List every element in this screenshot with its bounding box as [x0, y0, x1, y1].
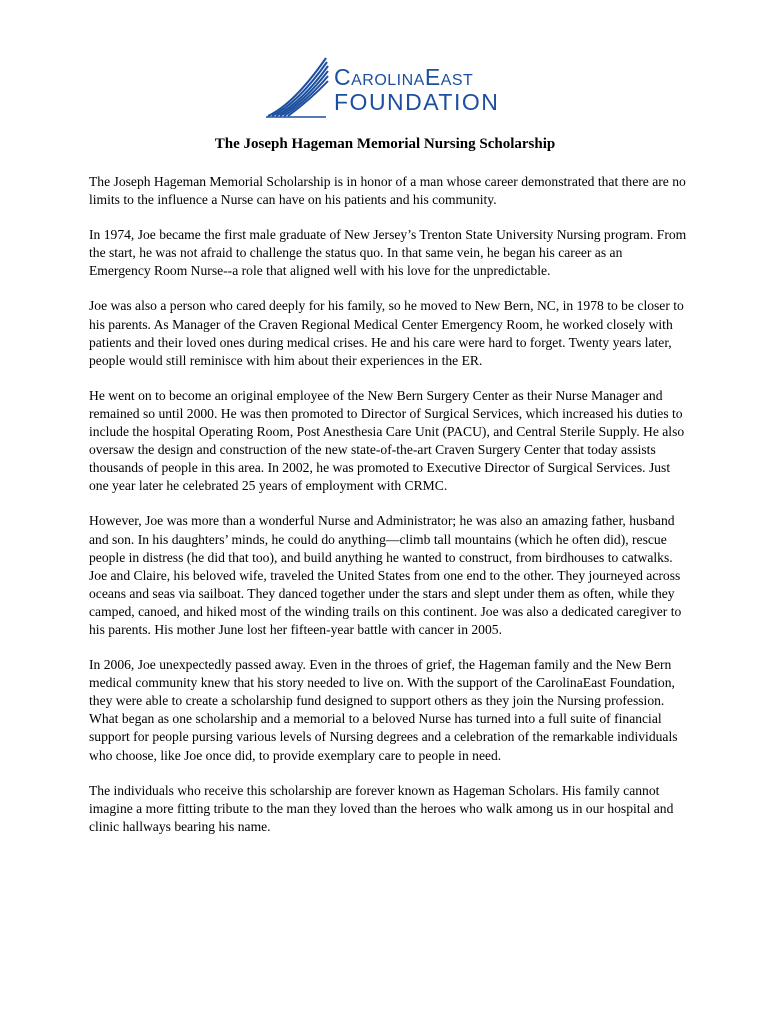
paragraph-intro: The Joseph Hageman Memorial Scholarship is in honor of a man whose career demonstrated that there are no limits to the influence a Nurse can have on his patients and his community.: [89, 174, 686, 208]
logo-text-carolinaeast: CarolinaEast: [334, 64, 474, 90]
paragraph-scholars: The individuals who receive this scholarship are forever known as Hageman Scholars. His family cannot imagine a more fitting tribute to the man they loved than the heroes who walk among us in our hospital and clinic hallways bearing his name.: [89, 782, 674, 834]
paragraph-personal-life: However, Joe was more than a wonderful Nurse and Administrator; he was also an amazing father, husband and son. In his daughters’ minds, he could do anything—climb tall mountains (which he often did), rescue people in distress (he did that too), and build anything he wanted to construct, from birdhouses to catwalks. Joe and Claire, his beloved wife, traveled the United States from one end to the other. They journeyed across oceans and seas via sailboat. They danced together under the stars and slept under them as often, while they camped, canoed, and hiked most of the winding trails on this continent. Joe was also a dedicated caregiver to his parents. His mother June lost her fifteen-year battle with cancer in 2005.: [89, 513, 682, 637]
logo-text-foundation: FOUNDATION: [334, 89, 500, 115]
paragraph-surgery-center: He went on to become an original employee of the New Bern Surgery Center as their Nurse Manager and remained so until 2000. He was then promoted to Director of Surgical Services, which increased his duties to include the hospital Operating Room, Post Anesthesia Care Unit (PACU), and Central Sterile Supply. He also oversaw the design and construction of the new state-of-the-art Craven Surgery Center that today assists thousands of people in this area. In 2002, he was promoted to Executive Director of Surgical Services. Just one year later he celebrated 25 years of employment with CRMC.: [89, 387, 685, 494]
paragraph-1974: In 1974, Joe became the first male graduate of New Jersey’s Trenton State University Nursing program. From the start, he was not afraid to challenge the status quo. In that same vein, he began his career as an Emergency Room Nurse--a role that aligned well with his love for the unpredictable.: [89, 227, 687, 279]
body-text: [89, 173, 687, 853]
swoosh-logo-icon: [264, 56, 330, 118]
page-title: The Joseph Hageman Memorial Nursing Scholarship: [214, 136, 556, 152]
carolinaeast-foundation-logo: [264, 56, 524, 120]
paragraph-family-move: Joe was also a person who cared deeply for his family, so he moved to New Bern, NC, in 1978 to be closer to his parents. As Manager of the Craven Regional Medical Center Emergency Room, he worked closely with patients and their loved ones during medical crises. He and his care were hard to forget. Twenty years later, people would still reminisce with him about their experiences in the ER.: [89, 298, 684, 368]
paragraph-2006: In 2006, Joe unexpectedly passed away. Even in the throes of grief, the Hageman family and the New Bern medical community knew that his story needed to live on. With the support of the CarolinaEast Foundation, they were able to create a scholarship fund designed to support others as they join the Nursing profession. What began as one scholarship and a memorial to a beloved Nurse has turned into a full suite of financial support for people pursing various levels of Nursing degrees and a celebration of the remarkable individuals who choose, like Joe once did, to provide exemplary care to people in need.: [89, 657, 678, 763]
